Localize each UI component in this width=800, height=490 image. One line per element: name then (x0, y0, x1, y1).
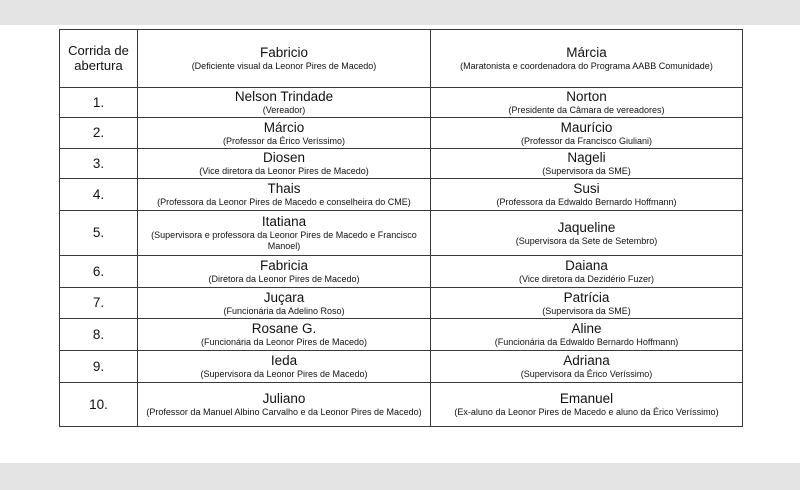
left-runner-role: (Funcionária da Adelino Roso) (223, 305, 345, 316)
left-runner-cell (138, 88, 431, 118)
left-runner-cell (138, 319, 431, 351)
left-runner-cell (138, 149, 431, 179)
row-number-cell: 5. (60, 211, 138, 256)
header-label-cell: Corrida de abertura (60, 30, 138, 88)
header-right-cell (431, 30, 743, 88)
right-runner-cell (431, 179, 743, 211)
table-row (60, 288, 743, 319)
right-runner-cell (431, 256, 743, 288)
left-runner-name: Juçara (263, 289, 305, 305)
document-sheet (0, 25, 800, 463)
right-runner-cell (431, 118, 743, 149)
left-runner-name: Nelson Trindade (234, 89, 334, 104)
header-right-name: Márcia (566, 45, 607, 60)
header-row (60, 30, 743, 88)
right-runner-role: (Vice diretora da Dezidério Fuzer) (519, 274, 654, 284)
left-runner-name: Itatiana (261, 214, 307, 229)
left-runner-name: Thais (267, 181, 301, 196)
table-body (60, 30, 743, 427)
left-runner-name: Márcio (263, 119, 305, 135)
left-runner-name: Juliano (262, 391, 306, 406)
right-runner-role: (Supervisora da Érico Veríssimo) (520, 369, 653, 379)
left-runner-role: (Professor da Manuel Albino Carvalho e da Leonor Pires de Macedo) (146, 407, 422, 417)
table-row (60, 319, 743, 351)
right-runner-role: (Professora da Edwaldo Bernardo Hoffmann) (496, 197, 677, 207)
table-row (60, 149, 743, 179)
right-runner-role: (Supervisora da Sete de Setembro) (515, 235, 658, 246)
header-left-role: (Deficiente visual da Leonor Pires de Macedo) (191, 61, 377, 71)
table-row (60, 256, 743, 288)
left-runner-role: (Professor da Érico Veríssimo) (222, 135, 346, 146)
right-runner-cell (431, 288, 743, 319)
right-runner-cell (431, 211, 743, 256)
right-runner-name: Nageli (567, 150, 606, 165)
left-runner-name: Fabricia (259, 258, 308, 273)
left-runner-cell (138, 179, 431, 211)
left-runner-name: Rosane G. (251, 321, 317, 336)
right-runner-role: (Presidente da Câmara de vereadores) (508, 105, 665, 115)
table-row (60, 211, 743, 256)
left-runner-name: Diosen (262, 150, 306, 165)
right-runner-name: Patrícia (563, 289, 610, 305)
right-runner-name: Susi (573, 181, 600, 196)
table-row (60, 383, 743, 427)
right-runner-cell (431, 383, 743, 427)
header-left-cell (138, 30, 431, 88)
right-runner-role: (Supervisora da SME) (542, 166, 631, 176)
right-runner-role: (Supervisora da SME) (542, 305, 631, 316)
right-runner-cell (431, 149, 743, 179)
right-runner-name: Jaqueline (557, 219, 616, 235)
left-runner-role: (Vereador) (262, 105, 306, 115)
left-runner-role: (Supervisora e professora da Leonor Pires de Macedo e Francisco Manoel) (151, 230, 417, 251)
right-runner-name: Maurício (560, 119, 613, 135)
left-runner-cell (138, 211, 431, 256)
right-runner-name: Norton (566, 89, 607, 104)
row-number-cell: 7. (60, 288, 138, 319)
relay-schedule-table (59, 29, 743, 427)
left-runner-role: (Professora da Leonor Pires de Macedo e conselheira do CME) (157, 197, 411, 207)
right-runner-name: Aline (571, 321, 602, 336)
right-runner-cell (431, 351, 743, 383)
right-runner-name: Adriana (563, 353, 610, 368)
right-runner-role: (Funcionária da Edwaldo Bernardo Hoffmann) (494, 337, 679, 347)
right-runner-role: (Professor da Francisco Giuliani) (520, 135, 653, 146)
row-number-cell: 3. (60, 149, 138, 179)
right-runner-name: Emanuel (559, 391, 614, 406)
right-runner-name: Daiana (565, 258, 608, 273)
left-runner-cell (138, 288, 431, 319)
row-number-cell: 1. (60, 88, 138, 118)
header-left-name: Fabricio (259, 45, 308, 60)
left-runner-role: (Vice diretora da Leonor Pires de Macedo) (199, 166, 369, 176)
left-runner-cell (138, 118, 431, 149)
row-number-cell: 4. (60, 179, 138, 211)
row-number-cell: 9. (60, 351, 138, 383)
row-number-cell: 2. (60, 118, 138, 149)
row-number-cell: 6. (60, 256, 138, 288)
table-row (60, 118, 743, 149)
table-row (60, 351, 743, 383)
row-number-cell: 8. (60, 319, 138, 351)
left-runner-cell (138, 351, 431, 383)
left-runner-name: Ieda (270, 353, 298, 368)
left-runner-role: (Supervisora da Leonor Pires de Macedo) (200, 369, 368, 379)
left-runner-role: (Funcionária da Leonor Pires de Macedo) (200, 337, 368, 347)
left-runner-cell (138, 383, 431, 427)
header-right-role: (Maratonista e coordenadora do Programa AABB Comunidade) (460, 61, 713, 71)
row-number-cell: 10. (60, 383, 138, 427)
right-runner-cell (431, 319, 743, 351)
left-runner-role: (Diretora da Leonor Pires de Macedo) (208, 274, 360, 284)
right-runner-role: (Ex-aluno da Leonor Pires de Macedo e aluno da Érico Veríssimo) (454, 407, 719, 417)
table-row (60, 179, 743, 211)
right-runner-cell (431, 88, 743, 118)
table-row (60, 88, 743, 118)
left-runner-cell (138, 256, 431, 288)
